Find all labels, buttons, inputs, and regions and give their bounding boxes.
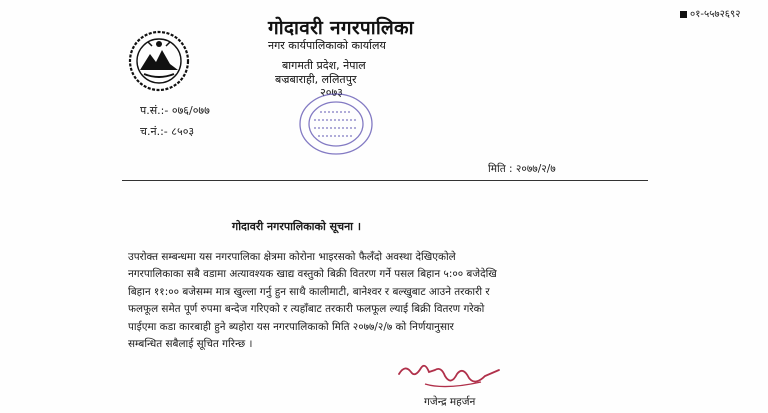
municipality-emblem-icon bbox=[128, 30, 190, 92]
province-line: बागमती प्रदेश, नेपाल bbox=[282, 59, 366, 72]
address-line: बज्रबाराही, ललितपुर bbox=[275, 73, 357, 86]
body-line: फलफूल समेत पूर्ण रुपमा बन्देज गरिएको र त्यहाँबाट तरकारी फलफूल ल्याई बिक्री वितरण गरेको bbox=[128, 303, 485, 316]
body-line: उपरोक्त सम्बन्धमा यस नगरपालिका क्षेत्रमा कोरोना भाइरसको फैलँदो अवस्था देखिएकोले bbox=[128, 251, 456, 263]
body-line: पाईएमा कडा कारबाही हुने ब्यहोरा यस नगरपालिकाको मिति २०७७/२/७ को निर्णयानुसार bbox=[128, 320, 454, 333]
office-seal-stamp bbox=[296, 90, 376, 158]
phone-number bbox=[680, 6, 740, 20]
notice-title: गोदावरी नगरपालिकाको सूचना । bbox=[232, 220, 362, 233]
header-divider bbox=[122, 180, 648, 181]
organization-name: गोदावरी नगरपालिका bbox=[268, 17, 414, 39]
phone-number-text: ०१-५५७२६९२ bbox=[690, 9, 741, 20]
body-line: बिहान ११:०० बजेसम्म मात्र खुल्ला गर्नु हुन साथै कालीमाटी, बानेश्वर र बल्खुबाट आउने तरकारी र bbox=[128, 285, 490, 298]
dispatch-number: च.नं.:- ८५०३ bbox=[140, 125, 195, 138]
phone-icon bbox=[680, 11, 687, 18]
signatory-name: गजेन्द्र महर्जन bbox=[424, 396, 476, 408]
notice-body bbox=[128, 249, 668, 353]
office-name: नगर कार्यपालिकाको कार्यालय bbox=[268, 39, 386, 52]
fiscal-year-reference: प.सं.:- ०७६/०७७ bbox=[140, 104, 210, 117]
body-line: सम्बन्धित सबैलाई सूचित गरिन्छ । bbox=[128, 338, 253, 351]
established-year: २०७३ bbox=[320, 86, 343, 99]
notice-date: मिति : २०७७/२/७ bbox=[488, 163, 556, 175]
body-line: नगरपालिकाका सबै वडामा अत्यावश्यक खाद्य वस्तुको बिक्री वितरण गर्ने पसल बिहान ५:०० बजेदेखि bbox=[128, 268, 497, 281]
